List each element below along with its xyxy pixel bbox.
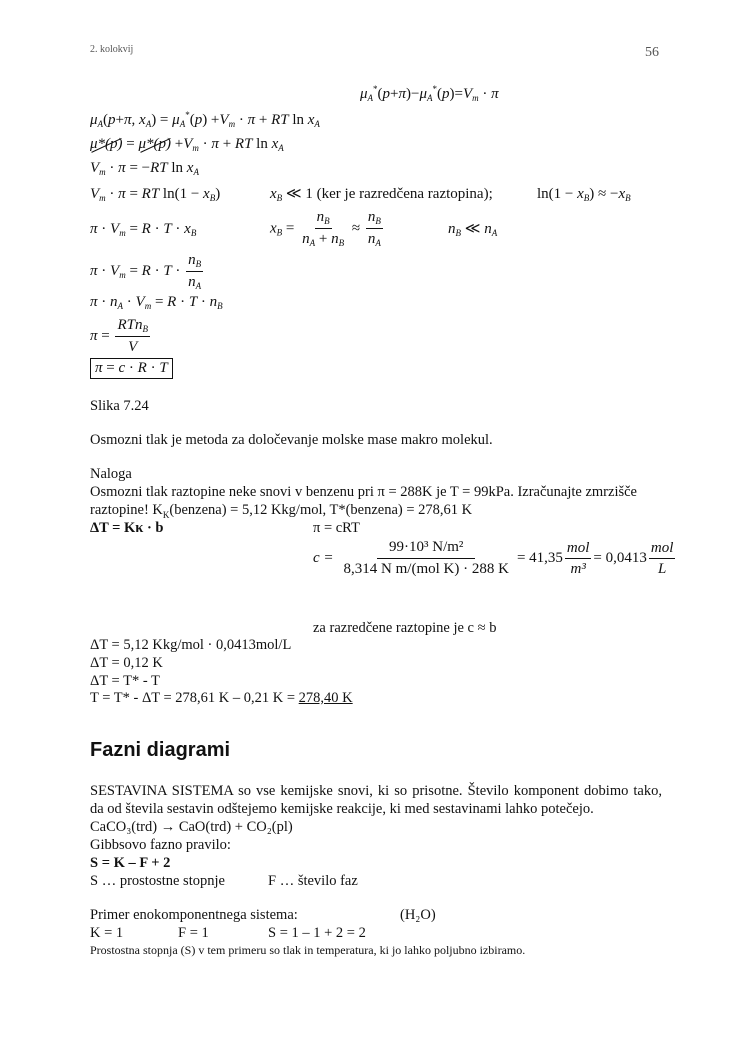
section-heading: Fazni diagrami	[90, 739, 231, 761]
step: ΔT = T* - T	[90, 673, 160, 689]
equation	[90, 263, 184, 279]
equation-part: =	[102, 360, 119, 376]
equation-part: ≪	[461, 221, 485, 237]
equation	[90, 111, 320, 129]
boxed-equation	[90, 358, 173, 379]
result: = 41,35	[516, 550, 563, 566]
running-header: 2. kolokvij	[90, 44, 134, 55]
equation	[537, 187, 631, 203]
equation-part: ln	[167, 160, 187, 176]
equation-part: V	[135, 294, 145, 310]
equation-part: n	[209, 294, 218, 310]
equation-part: p	[382, 86, 391, 102]
value: F = 1	[178, 925, 209, 941]
equation-part: π	[90, 221, 98, 237]
intro-text: Osmozni tlak je metoda za določevanje molske mase makro molekul.	[90, 432, 493, 448]
equation-part: π	[124, 112, 132, 128]
equation-part: m	[119, 228, 126, 238]
equation-part: +	[255, 112, 272, 128]
equation-part: ·	[171, 221, 185, 237]
equation-part: x	[271, 136, 279, 152]
equation-part: ·	[150, 221, 164, 237]
equation-part: A	[97, 119, 104, 129]
equation-part: ·	[171, 263, 185, 280]
equation-part: μ*(p)	[90, 136, 123, 152]
equation-part: =	[125, 186, 142, 202]
equation-part: RT	[234, 136, 253, 152]
result: = 0,0413	[593, 550, 647, 566]
equation-part: p	[108, 112, 116, 128]
final-result	[90, 691, 353, 706]
equation-part: B	[190, 228, 197, 238]
equation-part: m	[192, 143, 199, 153]
equation-part: R	[141, 221, 151, 237]
equation-part: ·	[235, 112, 248, 128]
equation-part: ln(1 −	[159, 186, 204, 202]
equation-part: ) ≈ −	[589, 186, 619, 202]
equation-part: ) =	[151, 112, 173, 128]
equation-part: ) +	[202, 112, 220, 128]
text: (benzena) = 5,12 Kkg/mol, T*(benzena) = 278,61 K	[169, 502, 473, 518]
unit: mol	[649, 541, 676, 559]
equation-part: ·	[105, 160, 119, 176]
equation-part: m	[472, 93, 479, 103]
equation-part: ·	[97, 294, 111, 310]
equation-part: A	[278, 143, 284, 153]
formula: ΔT = Kκ · b	[90, 520, 164, 536]
equation-part: RT	[141, 186, 160, 202]
equation	[90, 137, 284, 153]
equation-part: m	[228, 119, 236, 129]
equation-part: (	[437, 86, 443, 102]
equation-part: = −	[125, 160, 151, 176]
text: raztopine! K	[90, 502, 163, 518]
equation-part: π	[90, 263, 98, 280]
equation-part: ·	[478, 86, 492, 102]
equation-part: *	[185, 110, 190, 120]
equation-part: A	[427, 93, 433, 103]
equation-fraction-line: $\pi \cdot V_m = R \cdot T$ · $\frac{n_B}{n_A}$	[90, 252, 202, 291]
equation-part: A	[117, 301, 124, 311]
equation-part: x	[186, 160, 194, 176]
text: Gibbsovo fazno pravilo:	[90, 837, 231, 853]
equation-part: (	[103, 112, 109, 128]
equation-part: R	[167, 294, 177, 310]
value: K = 1	[90, 925, 124, 941]
equation-part: (	[189, 112, 195, 128]
equation-part: ,	[131, 112, 140, 128]
equation-part: V	[183, 136, 193, 152]
step: ΔT = 5,12 Kkg/mol · 0,0413mol/L	[90, 637, 292, 653]
unit: mol	[565, 541, 592, 559]
equation-part: A	[179, 119, 186, 129]
equation-part: R	[137, 360, 147, 376]
equation-part: B	[209, 193, 216, 203]
equation-part: m	[99, 193, 106, 203]
equation-part: ·	[198, 136, 212, 152]
equation-part: ·	[125, 360, 138, 376]
answer: 278,40 K	[298, 690, 353, 706]
equation-part: +	[115, 112, 124, 128]
equation-part: π	[90, 327, 98, 344]
equation-part: )−	[406, 86, 420, 102]
equation-part: ·	[146, 360, 160, 376]
equation	[90, 222, 196, 238]
equation-part: A	[145, 119, 152, 129]
equation-part: m	[119, 270, 126, 281]
denominator: 8,314 N m/(mol K) · 288 K	[343, 561, 509, 577]
equation-part: n	[484, 221, 492, 237]
unit: m³	[570, 560, 586, 577]
equation-part: =	[125, 263, 142, 280]
equation-part: V	[90, 186, 100, 202]
equation-part: B	[276, 193, 283, 203]
equation-part: μ	[360, 86, 368, 102]
equation-part: μ*(p)	[138, 136, 172, 152]
equation-part: =	[125, 221, 142, 237]
step: ΔT = 0,12 K	[90, 655, 163, 671]
definition: F … število faz	[268, 873, 358, 889]
equation-part: x	[139, 112, 146, 128]
equation-part: x	[618, 186, 626, 202]
equation-part: +	[171, 136, 184, 152]
equation-part: μ	[90, 112, 98, 128]
equation-part: μ	[172, 112, 180, 128]
equation-part: π	[247, 112, 256, 128]
text: T = T* - ΔT = 278,61 K – 0,21 K =	[90, 690, 299, 706]
equation-part: x	[307, 112, 315, 128]
equation-part: m	[99, 167, 106, 177]
equation-part: A	[314, 119, 320, 129]
equation-part: π	[491, 86, 499, 102]
equation-part: (	[377, 86, 383, 102]
text: Prostostna stopnja (S) v tem primeru so tlak in temperatura, ki jo lahko poljubno izbiramo.	[90, 943, 526, 957]
equation-part: m	[144, 301, 152, 311]
paragraph: SESTAVINA SISTEMA so vse kemijske snovi, ki so prisotne. Število komponent dobimo tako, da od števila sestavin odštejemo kemijske reakcije, ki med sestavinami lahko potečejo.	[90, 783, 662, 817]
equation-part: +	[218, 136, 235, 152]
equation-part: π	[118, 186, 126, 202]
equation-part: ·	[123, 294, 136, 310]
equation-part: ·	[150, 263, 164, 280]
equation-part: V	[90, 160, 100, 176]
equation	[90, 187, 220, 203]
equation-part: ln	[252, 136, 272, 152]
numerator: 99·10³ N/m²	[377, 540, 475, 559]
equation-part: A	[193, 167, 199, 177]
equation-part: μ	[419, 86, 428, 102]
equation-part: *	[373, 84, 378, 94]
equation-part: T	[163, 263, 172, 280]
equation-part: ·	[97, 221, 111, 237]
equation-part: n	[110, 294, 118, 310]
equation	[90, 295, 223, 311]
page-number: 56	[645, 45, 659, 60]
equation-part: p	[194, 112, 203, 128]
equation-part: x	[577, 186, 584, 202]
equation-part: )=	[449, 86, 463, 102]
equation-part: +	[390, 86, 399, 102]
equation-part: V	[110, 221, 120, 237]
equation-xb-fraction: $x_B$ = $\frac{n_B}{n_A + n_B}$ ≈ $\frac{n_B}{n_A}$	[270, 209, 381, 248]
equation-part: )	[215, 186, 221, 202]
value: S = 1 – 1 + 2 = 2	[268, 925, 366, 941]
equation-part: x	[270, 186, 277, 202]
equation-part: V	[462, 86, 473, 102]
figure-caption: Slika 7.24	[90, 398, 149, 414]
equation-part: B	[455, 228, 461, 238]
equation-part: p	[442, 86, 450, 102]
equation	[90, 328, 113, 344]
unit: L	[657, 560, 667, 577]
equation-part: A	[367, 93, 374, 103]
text: K	[162, 509, 170, 520]
text: (H₂O)	[400, 907, 436, 923]
text: Primer enokomponentnega sistema:	[90, 907, 298, 923]
equation-part: R	[141, 263, 151, 280]
equation-part: T	[188, 294, 198, 310]
equation-part: π	[211, 136, 219, 152]
formula: π = cRT	[313, 520, 360, 536]
equation-part: π	[398, 86, 407, 102]
equation-part: x	[184, 221, 191, 237]
concentration-calculation: c = $\frac{\text{99·10³ N/m²}}{\text{8,314 N m/(mol K) · 288 K}}$ = 41,35 $\frac{\text{mol}}{\text{m³}}$ = 0,0413 $\frac{\text{mol}}{L}$	[313, 539, 674, 577]
equation-part: ·	[176, 294, 189, 310]
task-title: Naloga	[90, 466, 132, 482]
equation-part: ·	[97, 263, 111, 280]
equation-part: *	[432, 84, 438, 94]
equation-part: =	[122, 136, 139, 152]
phase-rule: S = K – F + 2	[90, 855, 171, 871]
equation-part: T	[163, 221, 172, 237]
equation-part: n	[448, 221, 456, 237]
equation-part: V	[110, 263, 120, 280]
equation-part: B	[625, 193, 631, 203]
equation-part: B	[583, 193, 590, 203]
equation-part: =	[151, 294, 168, 310]
equation-part: T	[159, 360, 168, 376]
equation-part: ·	[197, 294, 210, 310]
equation-part: A	[491, 228, 498, 238]
equation-fraction-line: π = $\frac{RTn_B}{V}$	[90, 317, 148, 355]
equation	[448, 222, 497, 238]
equation-part: ≪ 1 (ker je razredčena raztopina);	[282, 186, 493, 202]
equation-part: RT	[271, 112, 289, 128]
equation-part: π	[90, 294, 98, 310]
equation	[360, 85, 499, 103]
equation-part: V	[219, 112, 229, 128]
reaction: CaCO₃(trd) → CaO(trd) + CO₂(pl)	[90, 819, 293, 835]
equation-part: =	[97, 327, 114, 344]
equation-part: c	[118, 360, 126, 376]
note: za razredčene raztopine je c ≈ b	[313, 620, 497, 636]
equation-part: ln(1 −	[537, 186, 578, 202]
definition: S … prostostne stopnje	[90, 873, 225, 889]
equation-part: ln	[288, 112, 308, 128]
task-text: Osmozni tlak raztopine neke snovi v benzenu pri π = 288K je T = 99kPa. Izračunajte zmrzišče	[90, 484, 637, 500]
equation	[270, 187, 493, 203]
equation-part: ·	[105, 186, 119, 202]
equation-part: RT	[150, 160, 168, 176]
equation-part: x	[203, 186, 210, 202]
equation-part: π	[95, 360, 103, 376]
equation-part: π	[118, 160, 126, 176]
equation-part: B	[217, 301, 223, 311]
task-text	[90, 503, 472, 520]
equation	[90, 161, 199, 177]
